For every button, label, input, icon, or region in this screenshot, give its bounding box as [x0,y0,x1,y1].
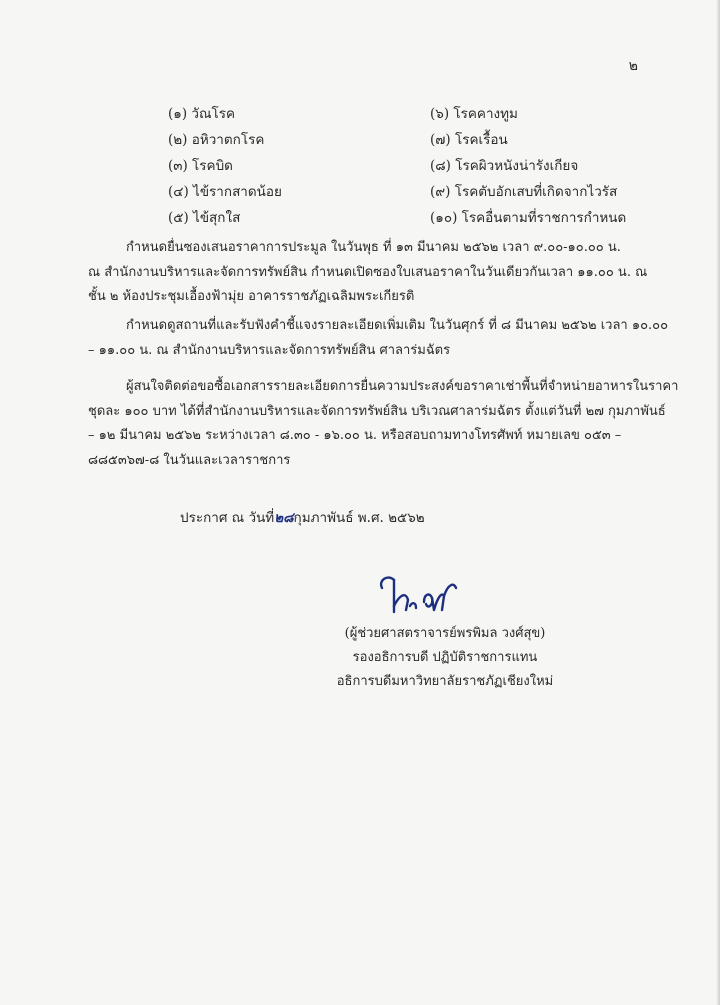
paragraph-line: ๘๘๕๓๖๗-๘ ในวันและเวลาราชการ [88,452,291,468]
disease-row [168,126,638,152]
disease-item: (๓) โรคบิด [168,158,233,174]
site-visit-paragraph [88,314,669,363]
paragraph-line: ผู้สนใจติดต่อขอซื้อเอกสารรายละเอียดการยื่นความประสงค์ขอราคาเช่าพื้นที่จำหน่ายอาหารในราคา [126,379,679,394]
disease-row [168,100,638,126]
page-edge-shadow [716,0,720,1005]
disease-row [168,178,638,204]
paragraph-line: กำหนดยื่นซองเสนอราคาการประมูล ในวันพุธ ที่ ๑๓ มีนาคม ๒๕๖๒ เวลา ๙.๐๐-๑๐.๐๐ น. [126,240,621,255]
handwritten-day: ๒๘ [274,510,294,526]
submission-paragraph [88,236,648,310]
paragraph-line: – ๑๑.๐๐ น. ณ สำนักงานบริหารและจัดการทรัพย์สิน ศาลาร่มฉัตร [88,342,451,358]
disease-list [168,100,638,230]
announcement-prefix: ประกาศ ณ วันที่ [180,510,275,526]
disease-item: (๙) โรคตับอักเสบที่เกิดจากไวรัส [430,184,618,200]
disease-item: (๕) ไข้สุกใส [168,210,241,226]
paragraph-line: ณ สำนักงานบริหารและจัดการทรัพย์สิน กำหนดเปิดซองใบเสนอราคาในวันเดียวกันเวลา ๑๑.๐๐ น. ณ [88,264,648,280]
disease-row [168,204,638,230]
paragraph-line: กำหนดดูสถานที่และรับฟังคำชี้แจงรายละเอียดเพิ่มเติม ในวันศุกร์ ที่ ๘ มีนาคม ๒๕๖๒ เวลา ๑๐.๐๐ [126,318,669,333]
disease-item: (๑๐) โรคอื่นตามที่ราชการกำหนด [430,210,627,226]
paragraph-line: – ๑๒ มีนาคม ๒๕๖๒ ระหว่างเวลา ๘.๓๐ - ๑๖.๐๐ น. หรือสอบถามทางโทรศัพท์ หมายเลข ๐๕๓ – [88,428,622,443]
disease-item: (๘) โรคผิวหนังน่ารังเกียจ [430,158,579,174]
signer-block [330,622,560,694]
page-number: ๒ [628,58,638,74]
disease-item: (๒) อหิวาตกโรค [168,132,265,148]
handwritten-signature [372,566,472,622]
announcement-line [180,506,425,528]
disease-item: (๗) โรคเรื้อน [430,132,508,148]
signer-organization: อธิการบดีมหาวิทยาลัยราชภัฏเชียงใหม่ [336,674,554,689]
announcement-suffix: กุมภาพันธ์ พ.ศ. ๒๕๖๒ [293,510,425,526]
disease-item: (๖) โรคคางทูม [430,106,518,122]
disease-row [168,152,638,178]
paragraph-line: ชั้น ๒ ห้องประชุมเอื้องฟ้ามุ่ย อาคารราชภัฏเฉลิมพระเกียรติ [88,289,415,304]
signer-position: รองอธิการบดี ปฏิบัติราชการแทน [352,650,538,665]
paragraph-line: ชุดละ ๑๐๐ บาท ได้ที่สำนักงานบริหารและจัดการทรัพย์สิน บริเวณศาลาร่มฉัตร ตั้งแต่วันที่ ๒๗ กุมภาพันธ์ [88,403,666,419]
disease-item: (๔) ไข้รากสาดน้อย [168,184,282,200]
purchase-paragraph [88,375,679,473]
disease-item: (๑) วัณโรค [168,106,236,122]
signer-name: (ผู้ช่วยศาสตราจารย์พรพิมล วงศ์สุข) [344,626,546,641]
